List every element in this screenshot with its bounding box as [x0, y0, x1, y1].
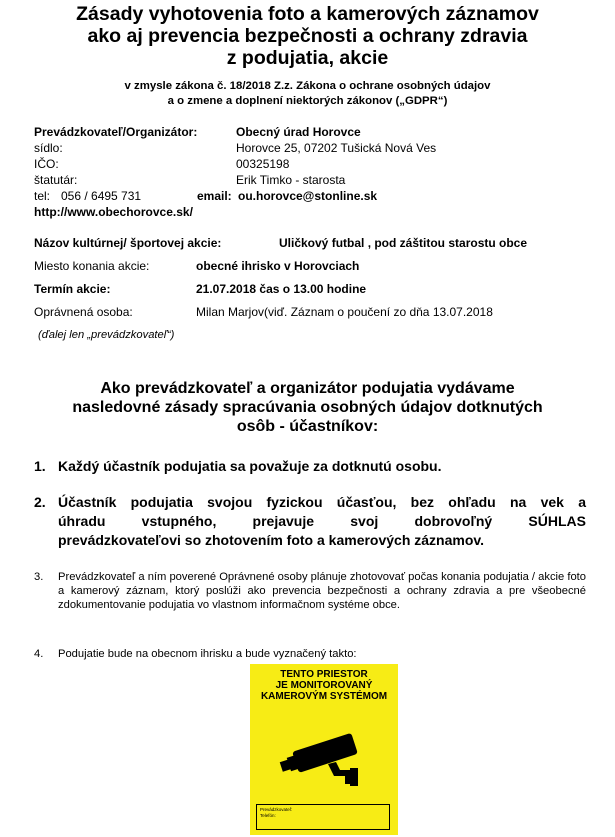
event-place-value: obecné ihrisko v Horovciach	[196, 259, 360, 273]
event-place-label: Miesto konania akcie:	[34, 259, 150, 273]
event-name-label: Názov kultúrnej/ športovej akcie:	[34, 236, 222, 250]
principle-item-3: 3. Prevádzkovateľ a ním poverené Oprávnené osoby plánuje zhotovovať počas konania podujatia / akcie foto a kamerový záznam, ktorý poslúži ako prevencia bezpečnosti a ochrany zdravia a pre všeobecné zdokumentovanie podujatia vo vlastnom informačnom systéme obce.	[34, 571, 587, 611]
operator-label: Prevádzkovateľ/Organizátor:	[34, 125, 198, 139]
cctv-sign-text: TENTO PRIESTOR JE MONITOROVANÝ KAMEROVÝM SYSTÉMOM	[260, 669, 388, 702]
ico-value: 00325198	[236, 157, 290, 171]
seat-label: sídlo:	[34, 141, 63, 155]
document-subtitle: v zmysle zákona č. 18/2018 Z.z. Zákona o ochrane osobných údajov a o zmene a doplnení niektorých zákonov („GDPR“)	[124, 80, 491, 107]
statutory-label: štatutár:	[34, 173, 78, 187]
tel-value: 056 / 6495 731	[61, 189, 142, 203]
event-date-label: Termín akcie:	[34, 282, 111, 296]
operator-value: Obecný úrad Horovce	[236, 125, 361, 139]
principle-item-2: 2. Účastník podujatia svojou fyzickou účasťou, bez ohľadu na vek a úhradu vstupného, prejavuje svoj dobrovoľný SÚHLAS prevádzkovateľovi so zhotovením foto a kamerových záznamov.	[34, 494, 586, 548]
seat-value: Horovce 25, 07202 Tušická Nová Ves	[236, 141, 437, 155]
principle-item-4: 4. Podujatie bude na obecnom ihrisku a bude vyznačený takto:	[34, 648, 357, 660]
ico-label: IČO:	[34, 157, 59, 171]
cctv-sign	[250, 664, 398, 835]
tel-label: tel:	[34, 189, 51, 203]
principles-heading: Ako prevádzkovateľ a organizátor podujatia vydávame nasledovné zásady spracúvania osobných údajov dotknutých osôb - účastníkov:	[72, 380, 543, 435]
event-person-value: Milan Marjov(viď. Záznam o poučení zo dňa 13.07.2018	[196, 305, 493, 319]
website-link[interactable]: http://www.obechorovce.sk/	[34, 205, 193, 219]
email-label: email:	[197, 189, 232, 203]
event-person-label: Oprávnená osoba:	[34, 305, 133, 319]
statutory-value: Erik Timko - starosta	[236, 173, 346, 187]
event-name-value: Uličkový futbal , pod záštitou starostu obce	[279, 236, 528, 250]
operator-note: (ďalej len „prevádzkovateľ“)	[38, 329, 175, 341]
email-value[interactable]: ou.horovce@stonline.sk	[238, 189, 378, 203]
cctv-sign-info-box: Prevádzkovateľ: Telefón:	[256, 804, 390, 830]
principle-item-1: 1. Každý účastník podujatia sa považuje za dotknutú osobu.	[34, 458, 442, 474]
document-title: Zásady vyhotovenia foto a kamerových záznamov ako aj prevencia bezpečnosti a ochrany zdravia z podujatia, akcie	[76, 3, 539, 69]
event-date-value: 21.07.2018 čas o 13.00 hodine	[196, 282, 367, 296]
